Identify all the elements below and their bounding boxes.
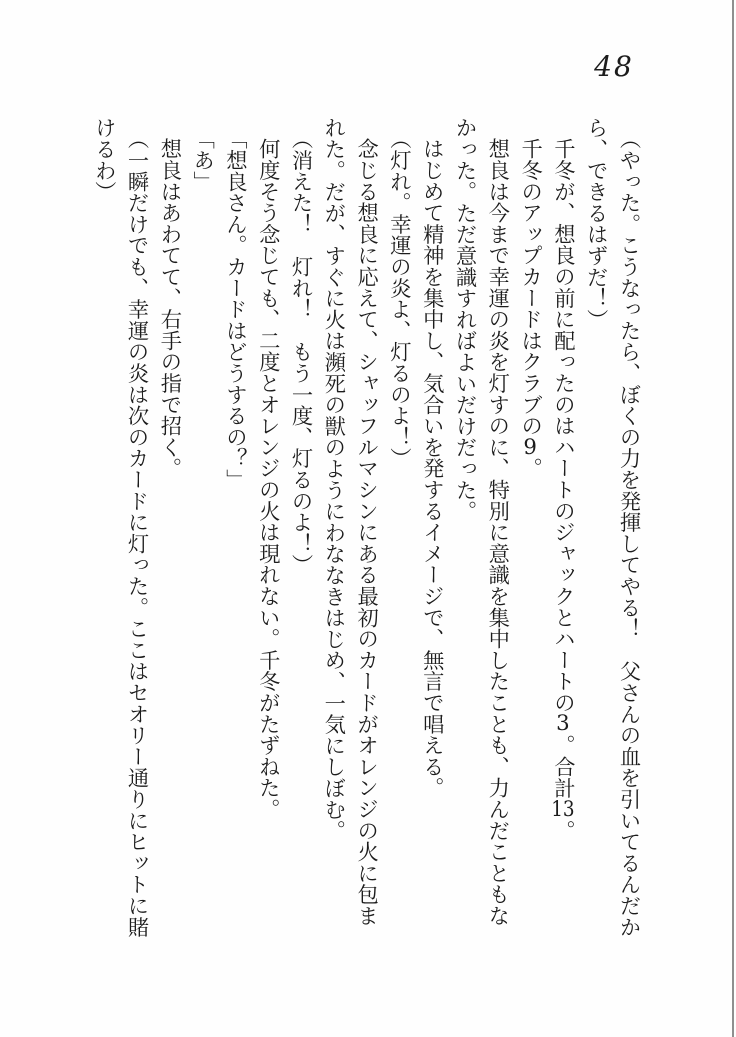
text-columns [85, 117, 644, 949]
text-line: ら、できるはずだ！） [583, 117, 609, 330]
page-edge-line [732, 0, 734, 1037]
text-line: （一瞬だけでも、幸運の炎は次のカードに灯った。ここはセオリー通りにヒットに賭 [124, 127, 150, 938]
text-line: けるわ） [91, 117, 117, 203]
text-line: 想良はあわてて、右手の指で招く。 [156, 138, 182, 480]
upright-number: 13 [551, 798, 575, 820]
text-line: （やった。こうなったら、ぼくの力を発揮してやる！ 父さんの血を引いてるんだか [616, 127, 641, 938]
text-line: 「想良さん。カードはどうするの？」 [222, 127, 248, 490]
text-line: 千冬が、想良の前に配ったのはハートのジャックとハートの3。合計13。 [550, 138, 576, 842]
text-line: 何度そう念じても、二度とオレンジの火は現れない。千冬がたずねた。 [255, 138, 281, 820]
text-line: れた。だが、すぐに火は瀕死の獣のようにわななきはじめ、一気にしぼむ。 [320, 117, 346, 842]
text-line: 想良は今まで幸運の炎を灯すのに、特別に意識を集中したことも、力んだこともな [484, 138, 510, 927]
text-line: （灯れ。幸運の炎よ、灯るのよ！） [386, 127, 412, 469]
text-line: 千冬のアップカードはクラブの9。 [517, 138, 543, 480]
upright-number: 9 [523, 436, 537, 458]
text-line: かった。ただ意識すればよいだけだった。 [452, 117, 478, 522]
text-line: （消えた！ 灯れ！ もう一度、灯るのよ！） [288, 127, 314, 575]
text-line: はじめて精神を集中し、気合いを発するイメージで、無言で唱える。 [419, 138, 445, 799]
text-line: 「あ」 [189, 127, 215, 192]
page-number: 48 [594, 50, 634, 83]
upright-number: 3 [556, 713, 570, 735]
text-line: 念じる想良に応えて、シャッフルマシンにある最初のカードがオレンジの火に包ま [353, 138, 379, 927]
